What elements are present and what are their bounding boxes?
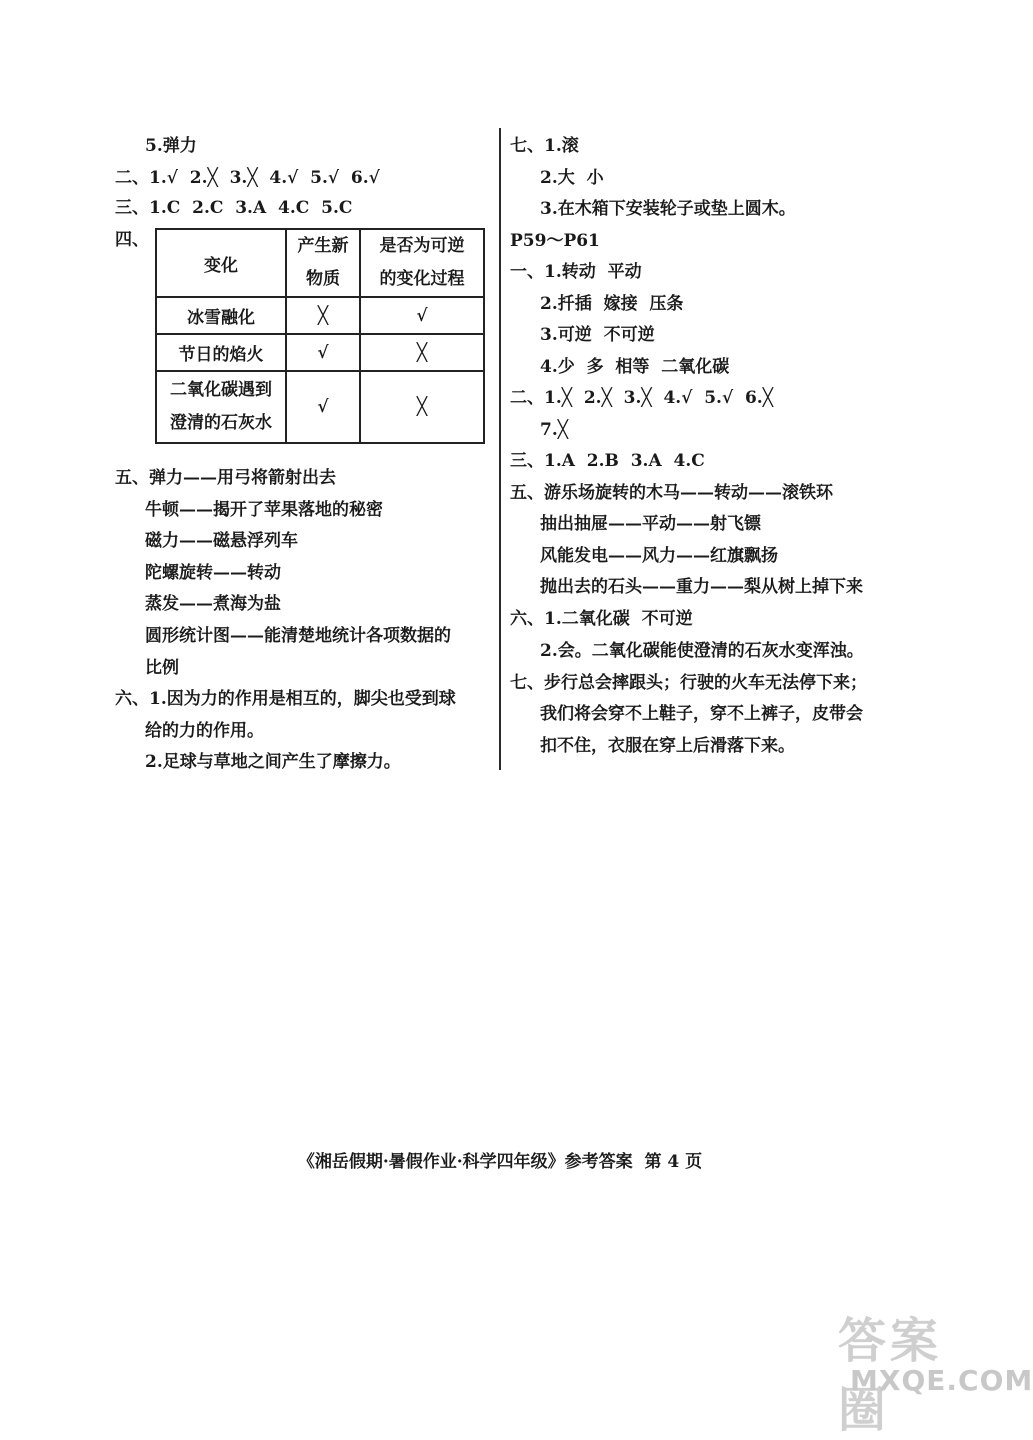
right-line-16: 六、1.二氧化碳 不可逆: [510, 609, 693, 629]
watermark-logo: [820, 1302, 1033, 1438]
left-line-11: 比例: [145, 658, 179, 678]
left-line-5: 五、弹力——用弓将箭射出去: [115, 468, 336, 488]
right-line-7: 3.可逆 不可逆: [540, 325, 655, 345]
left-line-12: 六、1.因为力的作用是相互的，脚尖也受到球: [115, 689, 456, 709]
row2-change: 节日的焰火: [156, 334, 286, 371]
row1-new: ╳: [286, 297, 360, 334]
right-line-3: 3.在木箱下安装轮子或垫上圆木。: [540, 199, 796, 219]
left-line-13: 给的力的作用。: [145, 721, 264, 741]
right-line-1: 七、1.滚: [510, 136, 579, 156]
right-line-11: 三、1.A 2.B 3.A 4.C: [510, 451, 705, 471]
change-table: [155, 228, 485, 444]
column-divider: [499, 128, 501, 770]
left-line-4: 四、: [115, 230, 149, 250]
left-line-8: 陀螺旋转——转动: [145, 563, 281, 583]
right-line-18: 七、步行总会摔跟头；行驶的火车无法停下来；: [510, 673, 867, 693]
page-footer: 《湘岳假期·暑假作业·科学四年级》参考答案 第 4 页: [297, 1152, 703, 1172]
row2-reversible: ╳: [360, 334, 484, 371]
right-line-6: 2.扦插 嫁接 压条: [540, 294, 684, 314]
row1-reversible: √: [360, 297, 484, 334]
right-line-19: 我们将会穿不上鞋子，穿不上裤子，皮带会: [540, 704, 863, 724]
right-line-14: 风能发电——风力——红旗飘扬: [540, 546, 778, 566]
row3-reversible: ╳: [360, 371, 484, 443]
right-line-13: 抽出抽屉——平动——射飞镖: [540, 514, 761, 534]
right-line-2: 2.大 小: [540, 168, 604, 188]
header-reversible: 是否为可逆 的变化过程: [360, 229, 484, 297]
right-line-15: 抛出去的石头——重力——梨从树上掉下来: [540, 577, 863, 597]
header-change: 变化: [156, 229, 286, 297]
left-line-6: 牛顿——揭开了苹果落地的秘密: [145, 500, 383, 520]
left-line-14: 2.足球与草地之间产生了摩擦力。: [145, 752, 401, 772]
row3-change: 二氧化碳遇到 澄清的石灰水: [156, 371, 286, 443]
right-line-12: 五、游乐场旋转的木马——转动——滚铁环: [510, 483, 833, 503]
header-new-substance: 产生新 物质: [286, 229, 360, 297]
left-line-3: 三、1.C 2.C 3.A 4.C 5.C: [115, 198, 353, 218]
left-line-1: 5.弹力: [145, 136, 197, 156]
right-line-5: 一、1.转动 平动: [510, 262, 642, 282]
right-line-20: 扣不住，衣服在穿上后滑落下来。: [540, 736, 795, 756]
row3-new: √: [286, 371, 360, 443]
row1-change: 冰雪融化: [156, 297, 286, 334]
right-line-4: P59～P61: [510, 231, 600, 251]
left-line-7: 磁力——磁悬浮列车: [145, 531, 298, 551]
right-line-17: 2.会。二氧化碳能使澄清的石灰水变浑浊。: [540, 641, 864, 661]
right-line-8: 4.少 多 相等 二氧化碳: [540, 357, 730, 377]
left-line-2: 二、1.√ 2.╳ 3.╳ 4.√ 5.√ 6.√: [115, 168, 380, 188]
right-line-9: 二、1.╳ 2.╳ 3.╳ 4.√ 5.√ 6.╳: [510, 388, 773, 408]
watermark-logo-text: 答案圈: [838, 1313, 943, 1438]
left-line-10: 圆形统计图——能清楚地统计各项数据的: [145, 626, 451, 646]
left-line-9: 蒸发——煮海为盐: [145, 594, 281, 614]
right-line-10: 7.╳: [540, 420, 568, 440]
row2-new: √: [286, 334, 360, 371]
watermark-url: MXQE.COM: [850, 1364, 1033, 1397]
